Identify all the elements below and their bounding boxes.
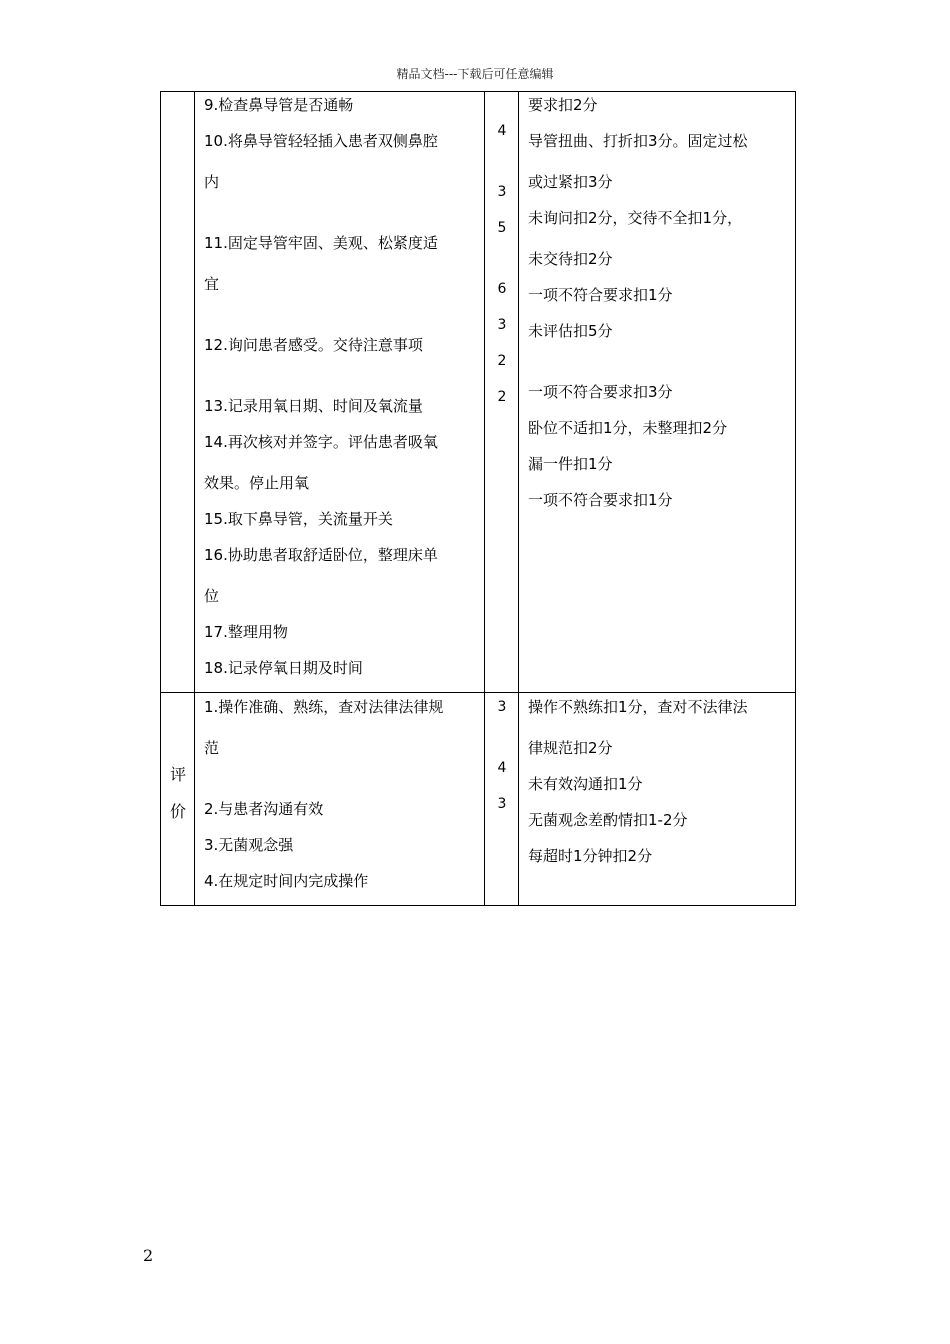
step-line: 内 — [204, 173, 220, 191]
deduction-line: 未交待扣2分 — [528, 250, 613, 268]
steps-cell — [195, 92, 485, 692]
step-line: 位 — [204, 587, 220, 605]
deduction-line: 操作不熟练扣1分，查对不法律法 — [528, 698, 748, 716]
step-line: 3.无菌观念强 — [204, 836, 294, 854]
step-line: 12.询问患者感受。交待注意事项 — [204, 336, 423, 354]
step-line: 11.固定导管牢固、美观、松紧度适 — [204, 234, 438, 252]
category-char: 评 — [169, 765, 186, 784]
step-line: 1.操作准确、熟练，查对法律法律规 — [204, 698, 444, 716]
step-line: 17.整理用物 — [204, 623, 288, 641]
deduction-line: 律规范扣2分 — [528, 739, 613, 757]
score-value: 3 — [497, 317, 507, 333]
deduction-line: 卧位不适扣1分，未整理扣2分 — [528, 419, 728, 437]
deduction-cell — [519, 693, 795, 905]
step-line: 9.检查鼻导管是否通畅 — [204, 96, 354, 114]
step-line: 2.与患者沟通有效 — [204, 800, 324, 818]
deduction-cell — [519, 92, 795, 692]
table-row — [161, 692, 795, 905]
steps-cell — [195, 693, 485, 905]
step-line: 范 — [204, 739, 220, 757]
step-line: 16.协助患者取舒适卧位，整理床单 — [204, 546, 438, 564]
step-line: 13.记录用氧日期、时间及氧流量 — [204, 397, 423, 415]
score-value: 3 — [497, 184, 507, 200]
deduction-line: 未有效沟通扣1分 — [528, 775, 643, 793]
deduction-line: 导管扭曲、打折扣3分。固定过松 — [528, 132, 748, 150]
deduction-line: 一项不符合要求扣1分 — [528, 286, 673, 304]
step-line: 10.将鼻导管轻轻插入患者双侧鼻腔 — [204, 132, 438, 150]
score-value: 6 — [497, 281, 507, 297]
deduction-line: 要求扣2分 — [528, 96, 598, 114]
score-value: 2 — [497, 389, 507, 405]
deduction-line: 一项不符合要求扣3分 — [528, 383, 673, 401]
page-header: 精品文档---下载后可任意编辑 — [396, 67, 554, 81]
step-line: 效果。停止用氧 — [204, 474, 310, 492]
deduction-line: 未询问扣2分，交待不全扣1分， — [528, 209, 743, 227]
category-cell — [161, 693, 195, 905]
category-cell — [161, 92, 195, 692]
score-value: 2 — [497, 353, 507, 369]
step-line: 14.再次核对并签字。评估患者吸氧 — [204, 433, 438, 451]
page-number: 2 — [143, 1246, 154, 1265]
deduction-line: 一项不符合要求扣1分 — [528, 491, 673, 509]
score-value: 3 — [497, 699, 507, 715]
deduction-line: 未评估扣5分 — [528, 322, 613, 340]
step-line: 15.取下鼻导管，关流量开关 — [204, 510, 393, 528]
scoring-table — [160, 91, 796, 906]
score-value: 5 — [497, 220, 507, 236]
step-line: 宜 — [204, 275, 220, 293]
deduction-line: 或过紧扣3分 — [528, 173, 613, 191]
table-row — [161, 92, 795, 692]
deduction-line: 漏一件扣1分 — [528, 455, 613, 473]
step-line: 4.在规定时间内完成操作 — [204, 872, 369, 890]
deduction-line: 无菌观念差酌情扣1-2分 — [528, 811, 688, 829]
score-value: 3 — [497, 796, 507, 812]
category-char: 价 — [169, 802, 186, 821]
score-cell — [485, 92, 519, 692]
step-line: 18.记录停氧日期及时间 — [204, 659, 363, 677]
score-cell — [485, 693, 519, 905]
deduction-line: 每超时1分钟扣2分 — [528, 847, 653, 865]
score-value: 4 — [497, 123, 507, 139]
score-value: 4 — [497, 760, 507, 776]
